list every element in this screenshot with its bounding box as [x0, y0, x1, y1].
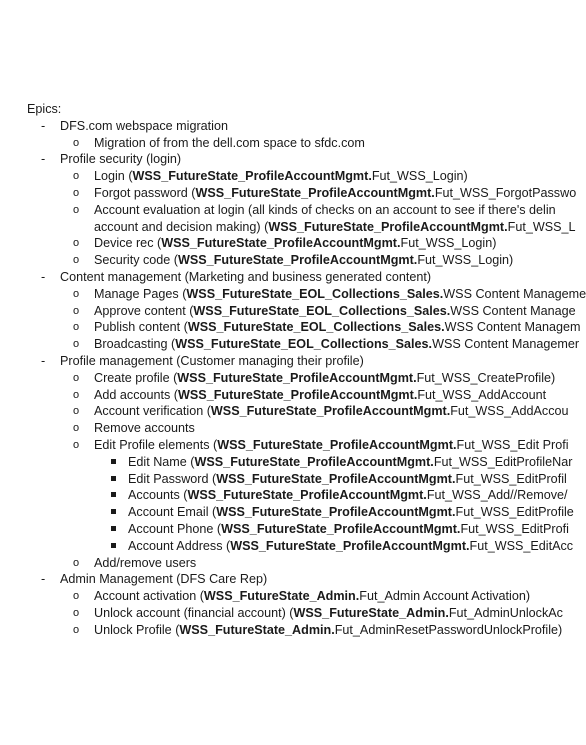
item-bold-reference: WSS_FutureState_EOL_Collections_Sales. [193, 303, 451, 318]
item-bold-reference: WSS_FutureState_ProfileAccountMgmt. [221, 521, 461, 536]
item-text: Migration of from the dell.com space to sfdc.com [94, 135, 365, 150]
item-text: Add accounts ( [94, 387, 179, 402]
outline-item-level-3 [27, 454, 573, 471]
circle-bullet-icon: o [73, 422, 80, 435]
item-bold-reference: WSS_FutureState_ProfileAccountMgmt. [195, 185, 435, 200]
item-text: Accounts ( [128, 488, 188, 503]
item-text: Content management (Marketing and business generated content) [60, 269, 432, 284]
square-bullet-icon [111, 459, 116, 464]
item-reference-suffix: WSS Content Manageme [443, 286, 586, 301]
item-text: Edit Password ( [128, 471, 217, 486]
item-bold-reference: WSS_FutureState_EOL_Collections_Sales. [175, 337, 433, 352]
outline-item-level-3 [27, 471, 567, 488]
item-text: Broadcasting ( [94, 337, 176, 352]
outline-item-level-3 [27, 538, 574, 555]
circle-bullet-icon: o [73, 186, 80, 199]
outline-item-level-2 [27, 168, 556, 185]
outline-item-level-2 [27, 286, 586, 303]
item-reference-suffix: Fut_WSS_Login) [400, 236, 497, 251]
circle-bullet-icon: o [73, 606, 80, 619]
square-bullet-icon [111, 509, 116, 514]
item-text: Unlock Profile ( [94, 622, 180, 637]
circle-bullet-icon: o [73, 388, 80, 401]
item-text: Approve content ( [94, 303, 194, 318]
item-text: Add/remove users [94, 555, 197, 570]
item-bold-reference: WSS_FutureState_EOL_Collections_Sales. [187, 320, 445, 335]
item-bold-reference: WSS_FutureState_Admin. [293, 605, 449, 620]
dash-bullet-icon: - [41, 118, 46, 133]
item-text: Profile management (Customer managing their profile) [60, 353, 364, 368]
circle-bullet-icon: o [73, 405, 80, 418]
circle-bullet-icon: o [73, 438, 80, 451]
circle-bullet-icon: o [73, 556, 80, 569]
square-bullet-icon [111, 492, 116, 497]
square-bullet-icon [111, 543, 116, 548]
dash-bullet-icon: - [41, 572, 46, 587]
outline-item-level-2 [27, 437, 569, 454]
outline-item-level-3 [27, 521, 569, 538]
outline-item-level-1 [27, 118, 556, 135]
circle-bullet-icon: o [73, 371, 80, 384]
item-text: Security code ( [94, 253, 178, 268]
item-bold-reference: WSS_FutureState_ProfileAccountMgmt. [217, 437, 457, 452]
outline-item-level-3 [27, 504, 574, 521]
item-text: Profile security (login) [60, 152, 182, 167]
outline-item-level-3 [27, 487, 568, 504]
item-text: Forgot password ( [94, 185, 196, 200]
circle-bullet-icon: o [73, 203, 80, 216]
outline-item-level-1 [27, 353, 556, 370]
circle-bullet-icon: o [73, 321, 80, 334]
outline-item-level-2 [27, 403, 569, 420]
item-reference-suffix: WSS Content Managemer [432, 337, 580, 352]
item-reference-suffix: Fut_WSS_EditAcc [469, 538, 574, 553]
circle-bullet-icon: o [73, 136, 80, 149]
item-bold-reference: WSS_FutureState_ProfileAccountMgmt. [230, 538, 470, 553]
outline-item-level-2 [27, 135, 556, 152]
item-reference-suffix: Fut_WSS_EditProfile [455, 505, 574, 520]
item-reference-suffix: Fut_WSS_Login) [371, 169, 468, 184]
item-bold-reference: WSS_FutureState_ProfileAccountMgmt. [210, 404, 451, 419]
dash-bullet-icon: - [41, 269, 46, 284]
item-bold-reference: WSS_FutureState_ProfileAccountMgmt. [161, 236, 401, 251]
item-text: Login ( [94, 169, 133, 184]
circle-bullet-icon: o [73, 287, 80, 300]
item-bold-reference: WSS_FutureState_Admin. [203, 589, 360, 604]
circle-bullet-icon: o [73, 254, 80, 267]
outline-item-level-2 [27, 588, 556, 605]
item-reference-suffix: Fut_WSS_AddAccou [450, 404, 569, 419]
outline-item-level-1 [27, 269, 556, 286]
item-text: Account activation ( [94, 589, 204, 604]
circle-bullet-icon: o [73, 338, 80, 351]
outline-item-level-2 [27, 336, 580, 353]
outline-item-level-cont [27, 219, 576, 236]
item-reference-suffix: Fut_WSS_EditProfil [455, 471, 567, 486]
item-reference-suffix: WSS Content Managem [444, 320, 581, 335]
outline-item-level-2 [27, 235, 556, 252]
item-text: Publish content ( [94, 320, 188, 335]
item-bold-reference: WSS_FutureState_ProfileAccountMgmt. [268, 219, 508, 234]
item-reference-suffix: Fut_WSS_L [507, 219, 576, 234]
item-text: Account Address ( [128, 538, 231, 553]
square-bullet-icon [111, 476, 116, 481]
outline-item-level-2 [27, 319, 581, 336]
dash-bullet-icon: - [41, 152, 46, 167]
outline-item-level-2 [27, 202, 556, 219]
square-bullet-icon [111, 526, 116, 531]
outline-item-level-2 [27, 622, 563, 639]
item-reference-suffix: Fut_Admin Account Activation) [359, 589, 531, 604]
item-text: Unlock account (financial account) ( [94, 605, 294, 620]
outline-item-level-2 [27, 370, 556, 387]
circle-bullet-icon: o [73, 170, 80, 183]
document-page [27, 101, 586, 639]
item-bold-reference: WSS_FutureState_EOL_Collections_Sales. [186, 286, 444, 301]
item-text: Account verification ( [94, 404, 211, 419]
item-reference-suffix: Fut_WSS_Edit Profi [456, 437, 569, 452]
item-reference-suffix: Fut_WSS_ForgotPasswo [434, 185, 577, 200]
item-text: Admin Management (DFS Care Rep) [60, 572, 268, 587]
item-text: account and decision making) ( [94, 219, 269, 234]
item-text: Edit Profile elements ( [94, 437, 218, 452]
item-text: Remove accounts [94, 421, 195, 436]
item-reference-suffix: WSS Content Manage [450, 303, 576, 318]
item-text: Edit Name ( [128, 454, 195, 469]
item-bold-reference: WSS_FutureState_ProfileAccountMgmt. [132, 169, 372, 184]
dash-bullet-icon: - [41, 353, 46, 368]
outline-item-level-2 [27, 185, 577, 202]
item-reference-suffix: Fut_WSS_EditProfi [460, 521, 569, 536]
item-bold-reference: WSS_FutureState_ProfileAccountMgmt. [178, 253, 418, 268]
item-reference-suffix: Fut_WSS_EditProfileNar [433, 454, 573, 469]
item-text: Account evaluation at login (all kinds of checks on an account to see if there's delin [94, 202, 556, 217]
item-bold-reference: WSS_FutureState_ProfileAccountMgmt. [216, 471, 456, 486]
outline-item-level-1 [27, 571, 556, 588]
outline-item-level-2 [27, 420, 556, 437]
outline-item-level-2 [27, 605, 563, 622]
item-reference-suffix: Fut_AdminUnlockAc [448, 605, 563, 620]
item-text: Create profile ( [94, 370, 178, 385]
circle-bullet-icon: o [73, 237, 80, 250]
item-reference-suffix: Fut_WSS_Add//Remove/ [426, 488, 568, 503]
item-text: Account Email ( [128, 505, 217, 520]
item-bold-reference: WSS_FutureState_ProfileAccountMgmt. [187, 488, 427, 503]
outline-item-level-2 [27, 303, 576, 320]
item-text: Device rec ( [94, 236, 162, 251]
item-text: Manage Pages ( [94, 286, 187, 301]
item-text: DFS.com webspace migration [60, 118, 228, 133]
circle-bullet-icon: o [73, 590, 80, 603]
item-bold-reference: WSS_FutureState_ProfileAccountMgmt. [216, 505, 456, 520]
outline-item-level-2 [27, 387, 556, 404]
item-bold-reference: WSS_FutureState_ProfileAccountMgmt. [177, 370, 417, 385]
circle-bullet-icon: o [73, 304, 80, 317]
item-bold-reference: WSS_FutureState_ProfileAccountMgmt. [178, 387, 418, 402]
item-reference-suffix: Fut_AdminResetPasswordUnlockProfile) [334, 622, 563, 637]
outline-item-level-1 [27, 151, 556, 168]
epics-heading: Epics: [27, 102, 62, 116]
item-reference-suffix: Fut_WSS_CreateProfile) [416, 370, 556, 385]
circle-bullet-icon: o [73, 623, 80, 636]
item-text: Account Phone ( [128, 521, 222, 536]
item-bold-reference: WSS_FutureState_Admin. [179, 622, 335, 637]
item-reference-suffix: Fut_WSS_Login) [417, 253, 514, 268]
item-bold-reference: WSS_FutureState_ProfileAccountMgmt. [194, 454, 434, 469]
item-reference-suffix: Fut_WSS_AddAccount [417, 387, 547, 402]
outline-item-level-2 [27, 555, 556, 572]
outline-item-level-2 [27, 252, 556, 269]
